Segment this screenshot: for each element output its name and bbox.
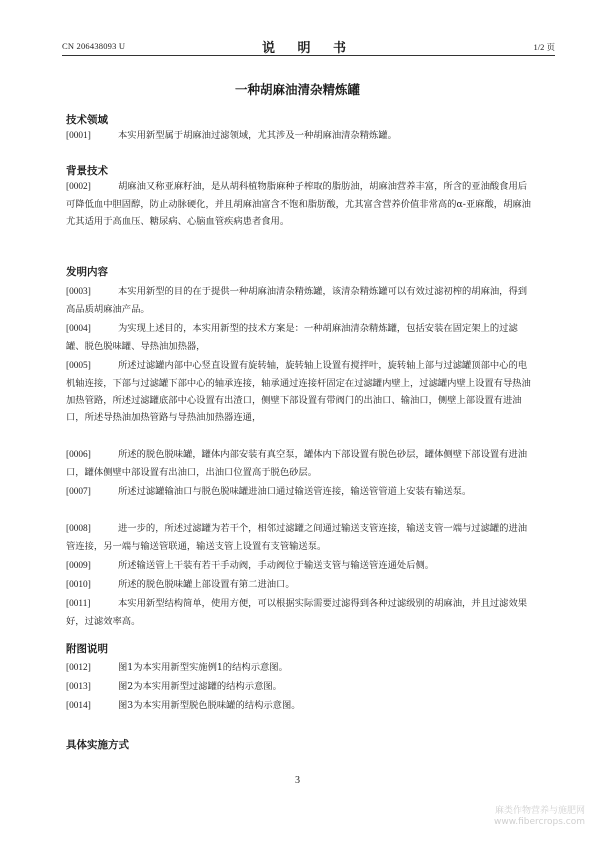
paragraph-number: [0013] <box>66 682 91 692</box>
paragraph-number: [0009] <box>66 561 91 571</box>
watermark-name: 麻类作物营养与施肥网 <box>494 806 585 816</box>
watermark <box>494 806 585 828</box>
document-title: 一种胡麻油清杂精炼罐 <box>234 82 360 97</box>
paragraph-text: 所述输送管上干装有若干手动阀，手动阀位于输送支管与输送管连通处后侧。 <box>118 560 435 571</box>
paragraph-0002 <box>66 178 536 230</box>
paragraph-0006 <box>66 446 536 481</box>
paragraph-number: [0010] <box>66 580 91 590</box>
paragraph-0014 <box>66 697 536 715</box>
paragraph-text: 胡麻油又称亚麻籽油，是从胡科植物脂麻种子榨取的脂肪油，胡麻油营养丰富，所含的亚油酸食用后可降低血中胆固醇，防止动脉硬化，并且胡麻油富含不饱和脂肪酸，尤其富含营养价值非常高的α-亚麻酸，胡麻油尤其适用于高血压、糖尿病、心脑血管疾病患者食用。 <box>66 181 531 227</box>
paragraph-text: 进一步的，所述过滤罐为若干个，相邻过滤罐之间通过输送支管连接，输送支管一端与过滤罐的进油管连接，另一端与输送管联通，输送支管上设置有支管输送泵。 <box>66 523 528 552</box>
paragraph-0009 <box>66 557 536 575</box>
paragraph-0012 <box>66 659 536 677</box>
paragraph-number: [0014] <box>66 701 91 711</box>
section-heading-summary: 发明内容 <box>66 266 108 278</box>
paragraph-0005 <box>66 357 536 426</box>
paragraph-0004 <box>66 320 536 355</box>
publication-number: CN 206438093 U <box>62 41 126 51</box>
section-heading-embodiment: 具体实施方式 <box>66 739 129 751</box>
paragraph-text: 为实现上述目的，本实用新型的技术方案是：一种胡麻油清杂精炼罐，包括安装在固定架上的过滤罐、脱色脱味罐、导热油加热器， <box>66 323 518 352</box>
paragraph-number: [0012] <box>66 663 91 673</box>
paragraph-text: 图3为本实用新型脱色脱味罐的结构示意图。 <box>118 700 301 711</box>
paragraph-number: [0008] <box>66 524 91 534</box>
paragraph-text: 本实用新型的目的在于提供一种胡麻油清杂精炼罐，该清杂精炼罐可以有效过滤初榨的胡麻油，得到高品质胡麻油产品。 <box>66 286 528 315</box>
paragraph-number: [0001] <box>66 131 91 141</box>
paragraph-number: [0005] <box>66 361 91 371</box>
paragraph-0013 <box>66 678 536 696</box>
header-rule <box>62 55 555 56</box>
section-heading-tech-field: 技术领域 <box>66 114 108 126</box>
paragraph-text: 本实用新型属于胡麻油过滤领域，尤其涉及一种胡麻油清杂精炼罐。 <box>118 130 397 141</box>
section-heading-drawings: 附图说明 <box>66 643 108 655</box>
paragraph-0007 <box>66 483 536 501</box>
paragraph-number: [0004] <box>66 324 91 334</box>
page-count: 1/2 页 <box>533 42 555 52</box>
paragraph-0001 <box>66 127 536 145</box>
header-title: 说 明 书 <box>261 41 356 56</box>
paragraph-number: [0006] <box>66 450 91 460</box>
paragraph-text: 所述过滤罐内部中心竖直设置有旋转轴，旋转轴上设置有搅拌叶，旋转轴上部与过滤罐顶部中心的电机轴连接，下部与过滤罐下部中心的轴承连接，轴承通过连接杆固定在过滤罐内壁上，过滤罐内壁上设置有导热油加热管路，所述过滤罐底部中心设置有出渣口，侧壁下部设置有带阀门的出油口、输油口，侧壁上部设置有进油口，所述导热油加热管路与导热油加热器连通， <box>66 360 531 423</box>
watermark-url: www.fibercrops.com <box>494 817 585 827</box>
paragraph-number: [0002] <box>66 182 91 192</box>
paragraph-0011 <box>66 595 536 630</box>
paragraph-text: 所述的脱色脱味罐上部设置有第二进油口。 <box>118 579 295 590</box>
page-number: 3 <box>295 775 300 786</box>
paragraph-text: 所述过滤罐输油口与脱色脱味罐进油口通过输送管连接，输送管管道上安装有输送泵。 <box>118 486 472 497</box>
paragraph-text: 图1为本实用新型实施例1的结构示意图。 <box>118 662 288 673</box>
section-heading-background: 背景技术 <box>66 165 108 177</box>
paragraph-text: 本实用新型结构简单，使用方便，可以根据实际需要过滤得到各种过滤级别的胡麻油，并且过滤效果好，过滤效率高。 <box>66 598 528 627</box>
paragraph-number: [0007] <box>66 487 91 497</box>
paragraph-0003 <box>66 283 536 318</box>
page-header <box>62 37 555 55</box>
paragraph-number: [0011] <box>66 599 91 609</box>
paragraph-0010 <box>66 576 536 594</box>
paragraph-number: [0003] <box>66 287 91 297</box>
paragraph-text: 所述的脱色脱味罐，罐体内部安装有真空泵，罐体内下部设置有脱色砂层，罐体侧壁下部设置有进油口，罐体侧壁中部设置有出油口，出油口位置高于脱色砂层。 <box>66 449 528 478</box>
paragraph-0008 <box>66 520 536 555</box>
paragraph-text: 图2为本实用新型过滤罐的结构示意图。 <box>118 681 282 692</box>
